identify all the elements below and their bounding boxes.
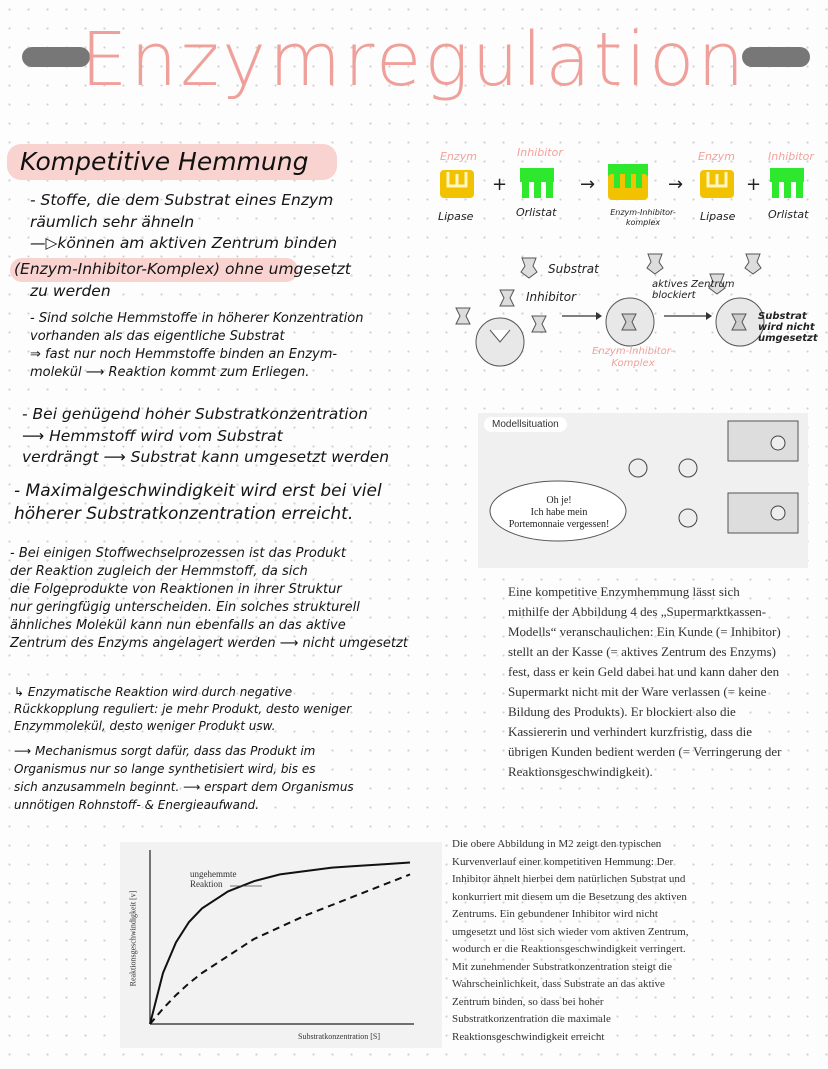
speech-text: Oh je! Ich habe mein Portemonnaie vergessen!: [508, 495, 610, 530]
note-paragraph-4: - Maximalgeschwindigkeit wird erst bei viel höherer Substratkonzentration erreicht.: [14, 481, 382, 524]
chart-panel: [120, 842, 442, 1048]
inhibitor-shape-1: [500, 290, 514, 306]
checkout-counter-2: [728, 493, 798, 533]
inhibitor-label-diagram2: Inhibitor: [526, 290, 577, 304]
substrat-label: Substrat: [548, 262, 599, 276]
note-paragraph-1b: (Enzym-Inhibitor-Komplex) ohne umgesetzt: [14, 260, 351, 278]
note-paragraph-5: - Bei einigen Stoffwechselprozessen ist das Produkt der Reaktion zugleich der Hemmstoff, da sich die Folgeprodukte von Reaktionen in ihrer Struktur nur geringfügig unterscheiden. Ein solches strukturell ähnliches Molekül kann nun ebenfalls an das aktive Zentrum des Enzyms angelagert werden ⟶ nicht umgesetzt: [10, 546, 408, 651]
chart-y-label: Reaktionsgeschwindigkeit [v]: [128, 890, 138, 987]
note-paragraph-2: - Sind solche Hemmstoffe in höherer Konzentration vorhanden als das eigentliche Substrat ⇒ fast nur noch Hemmstoffe binden an Enzym- molekül ⟶ Reaktion kommt zum Erliegen.: [30, 311, 364, 380]
substrate-shape-3: [745, 254, 761, 274]
chart-annotation: ungehemmte Reaktion: [190, 869, 237, 889]
section-heading: Kompetitive Hemmung: [20, 147, 309, 176]
enzyme-inhibitor-reaction-diagram: [430, 160, 828, 210]
note-paragraph-1: - Stoffe, die dem Substrat eines Enzym räumlich sehr ähneln —▷können am aktiven Zentrum binden: [30, 191, 338, 252]
customer-2: [679, 459, 697, 477]
plus-sign-1: +: [492, 174, 508, 195]
not-converted-label: Substrat wird nicht umgesetzt: [758, 311, 818, 344]
orlistat-label-2: Orlistat: [768, 208, 809, 221]
substrate-shape-1: [521, 258, 537, 278]
lipase-enzyme-icon-2: [700, 170, 734, 198]
complex-label-diagram2: Enzym-Inhibitor- Komplex: [592, 346, 674, 369]
model-explanation-text: Eine kompetitive Enzymhemmung lässt sich mithilfe der Abbildung 4 des „Supermarktkassen-Modells“ veranschaulichen: Ein Kunde (= Inhibitor) stellt an der Kasse (= aktives Zentrum des Enzyms) fest, dass er kein Geld dabei hat und kann daher den Supermarkt nicht mit der Ware verlassen (= keine Bildung des Produkts). Er blockiert also die Kassiererin und verhindert kurzfristig, dass die übrigen Kunden bedient werden (= Verringerung der Reaktionsgeschwindigkeit).: [508, 584, 782, 779]
orlistat-inhibitor-icon-2: [770, 168, 804, 198]
lipase-enzyme-icon: [440, 170, 474, 198]
inhibited-reaction-curve: [150, 874, 410, 1024]
complex-label: Enzym-Inhibitor- komplex: [610, 208, 676, 227]
inhibitor-shape-2: [456, 308, 470, 324]
orlistat-inhibitor-icon: [520, 168, 554, 198]
arrow-1: →: [580, 174, 596, 195]
customer-1: [629, 459, 647, 477]
competitive-inhibition-chart: [120, 842, 442, 1048]
note-paragraph-1c: zu werden: [30, 282, 111, 300]
supermarket-illustration: [478, 413, 808, 568]
inhibitor-label-2: Inhibitor: [768, 150, 814, 163]
cashier-2: [771, 506, 785, 520]
enzyme-label-2: Enzym: [698, 150, 735, 163]
page-title: Enzymregulation: [80, 17, 748, 103]
cashier-1: [771, 436, 785, 450]
orlistat-label: Orlistat: [516, 206, 557, 219]
model-situation-panel: [478, 413, 808, 568]
checkout-counter-1: [728, 421, 798, 461]
note-paragraph-7: ⟶ Mechanismus sorgt dafür, dass das Produkt im Organismus nur so lange synthetisiert wird, bis es sich anzusammeln beginnt. ⟶ erspart dem Organismus unnötigen Rohnstoff- & Energieaufwand.: [14, 744, 354, 812]
note-paragraph-6: ↳ Enzymatische Reaktion wird durch negative Rückkopplung reguliert: je mehr Produkt, desto weniger Enzymmolekül, desto weniger Produkt usw.: [14, 685, 352, 733]
customer-3: [679, 509, 697, 527]
model-badge: Modellsituation: [484, 417, 567, 432]
active-center-label: aktives Zentrum blockiert: [652, 279, 735, 301]
chart-x-label: Substratkonzentration [S]: [298, 1032, 380, 1041]
enzyme-label: Enzym: [440, 150, 477, 163]
enzyme-inhibitor-complex-icon: [608, 164, 648, 200]
lipase-label-2: Lipase: [700, 210, 736, 223]
arrow-2: →: [668, 174, 684, 195]
uninhibited-reaction-curve: [150, 863, 410, 1025]
inhibitor-shape-3: [532, 316, 546, 332]
substrate-shape-2: [647, 254, 663, 274]
chart-explanation-text: Die obere Abbildung in M2 zeigt den typischen Kurvenverlauf einer kompetitiven Hemmung: Der Inhibitor ähnelt hierbei dem natürlichen Substrat und konkurriert mit diesem um die Besetzung des aktiven Zentrums. Ein gebundener Inhibitor wird nicht umgesetzt und löst sich wieder vom aktiven Zentrum, wodurch er die Reaktionsgeschwindigkeit verringert. Mit zunehmender Substratkonzentration steigt die Wahrscheinlichkeit, dass Substrate an das aktive Zentrum binden, so dass bei hoher Substratkonzentration die maximale Reaktionsgeschwindigkeit erreicht: [452, 838, 689, 1043]
note-paragraph-3: - Bei genügend hoher Substratkonzentration ⟶ Hemmstoff wird vom Substrat verdrängt ⟶ Substrat kann umgesetzt werden: [22, 405, 390, 466]
lipase-label: Lipase: [438, 210, 474, 223]
plus-sign-2: +: [746, 174, 762, 195]
inhibitor-label: Inhibitor: [517, 146, 563, 159]
